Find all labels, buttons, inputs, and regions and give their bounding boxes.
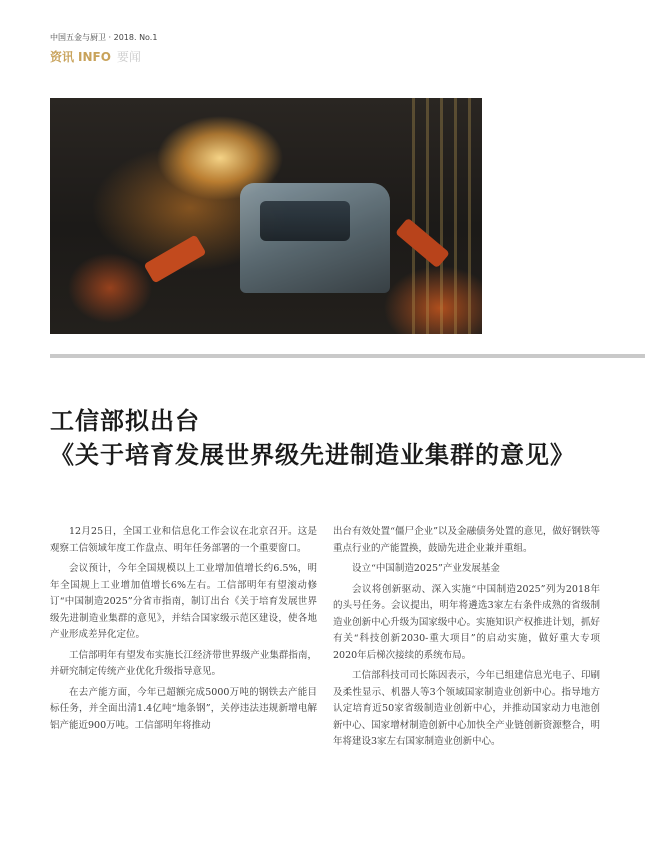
photo-car-body [240, 183, 390, 293]
section-label-zh: 资讯 [50, 50, 75, 64]
paragraph: 出台有效处置“僵尸企业”以及金融债务处置的意见，做好钢铁等重点行业的产能置换，鼓励先进企业兼并重组。 [333, 526, 600, 554]
section-sublabel: 要闻 [116, 50, 141, 64]
paragraph: 12月25日，全国工业和信息化工作会议在北京召开。这是观察工信领域年度工作盘点、明年任务部署的一个重要窗口。 [50, 526, 317, 554]
subheading: 设立“中国制造2025”产业发展基金 [352, 563, 500, 574]
paragraph: 会议预计，今年全国规模以上工业增加值增长约6.5%，明年全国规上工业增加值增长6%左右。工信部明年有望滚动修订“中国制造2025”分省市指南，制订出台《关于培育发展世界级先进制造业集群的意见》，并结合国家级示范区建设，使各地产业形成差异化定位。 [50, 563, 317, 640]
photo-robot-arm [144, 234, 207, 283]
body-column-left [50, 524, 317, 738]
section-header [50, 48, 141, 65]
section-label-en: INFO [78, 50, 111, 64]
paragraph: 工信部科技司司长陈因表示，今年已组建信息光电子、印刷及柔性显示、机器人等3个领域国家制造业创新中心。指导地方认定培育近50家省级制造业创新中心，并推动国家动力电池创新中心、国家增材制造创新中心加快全产业链创新资源整合，明年将建设3家左右国家制造业创新中心。 [333, 670, 600, 747]
paragraph: 会议将创新驱动、深入实施“中国制造2025”列为2018年的头号任务。会议提出，明年将遴选3家左右条件成熟的省级制造业创新中心升级为国家级中心。实施知识产权推进计划，抓好有关“科技创新2030-重大项目”的启动实施，做好重大专项2020年后梯次接续的系统布局。 [333, 583, 600, 661]
paragraph: 在去产能方面，今年已超额完成5000万吨的钢铁去产能目标任务，并全面出清1.4亿吨“地条钢”，关停违法违规新增电解铝产能近900万吨。工信部明年将推动 [50, 686, 317, 731]
masthead: 中国五金与厨卫 · 2018. No.1 [50, 33, 158, 42]
hero-photo-welding-robots [50, 98, 482, 334]
divider [50, 354, 645, 358]
article-title [50, 404, 630, 472]
photo-frame-structure [412, 98, 482, 334]
body-column-right [333, 524, 600, 755]
article-title-line1: 工信部拟出台 [50, 406, 200, 435]
paragraph: 工信部明年有望发布实施长江经济带世界级产业集群指南，并研究制定传统产业优化升级指导意见。 [50, 649, 317, 677]
article-title-line2: 《关于培育发展世界级先进制造业集群的意见》 [50, 440, 575, 469]
